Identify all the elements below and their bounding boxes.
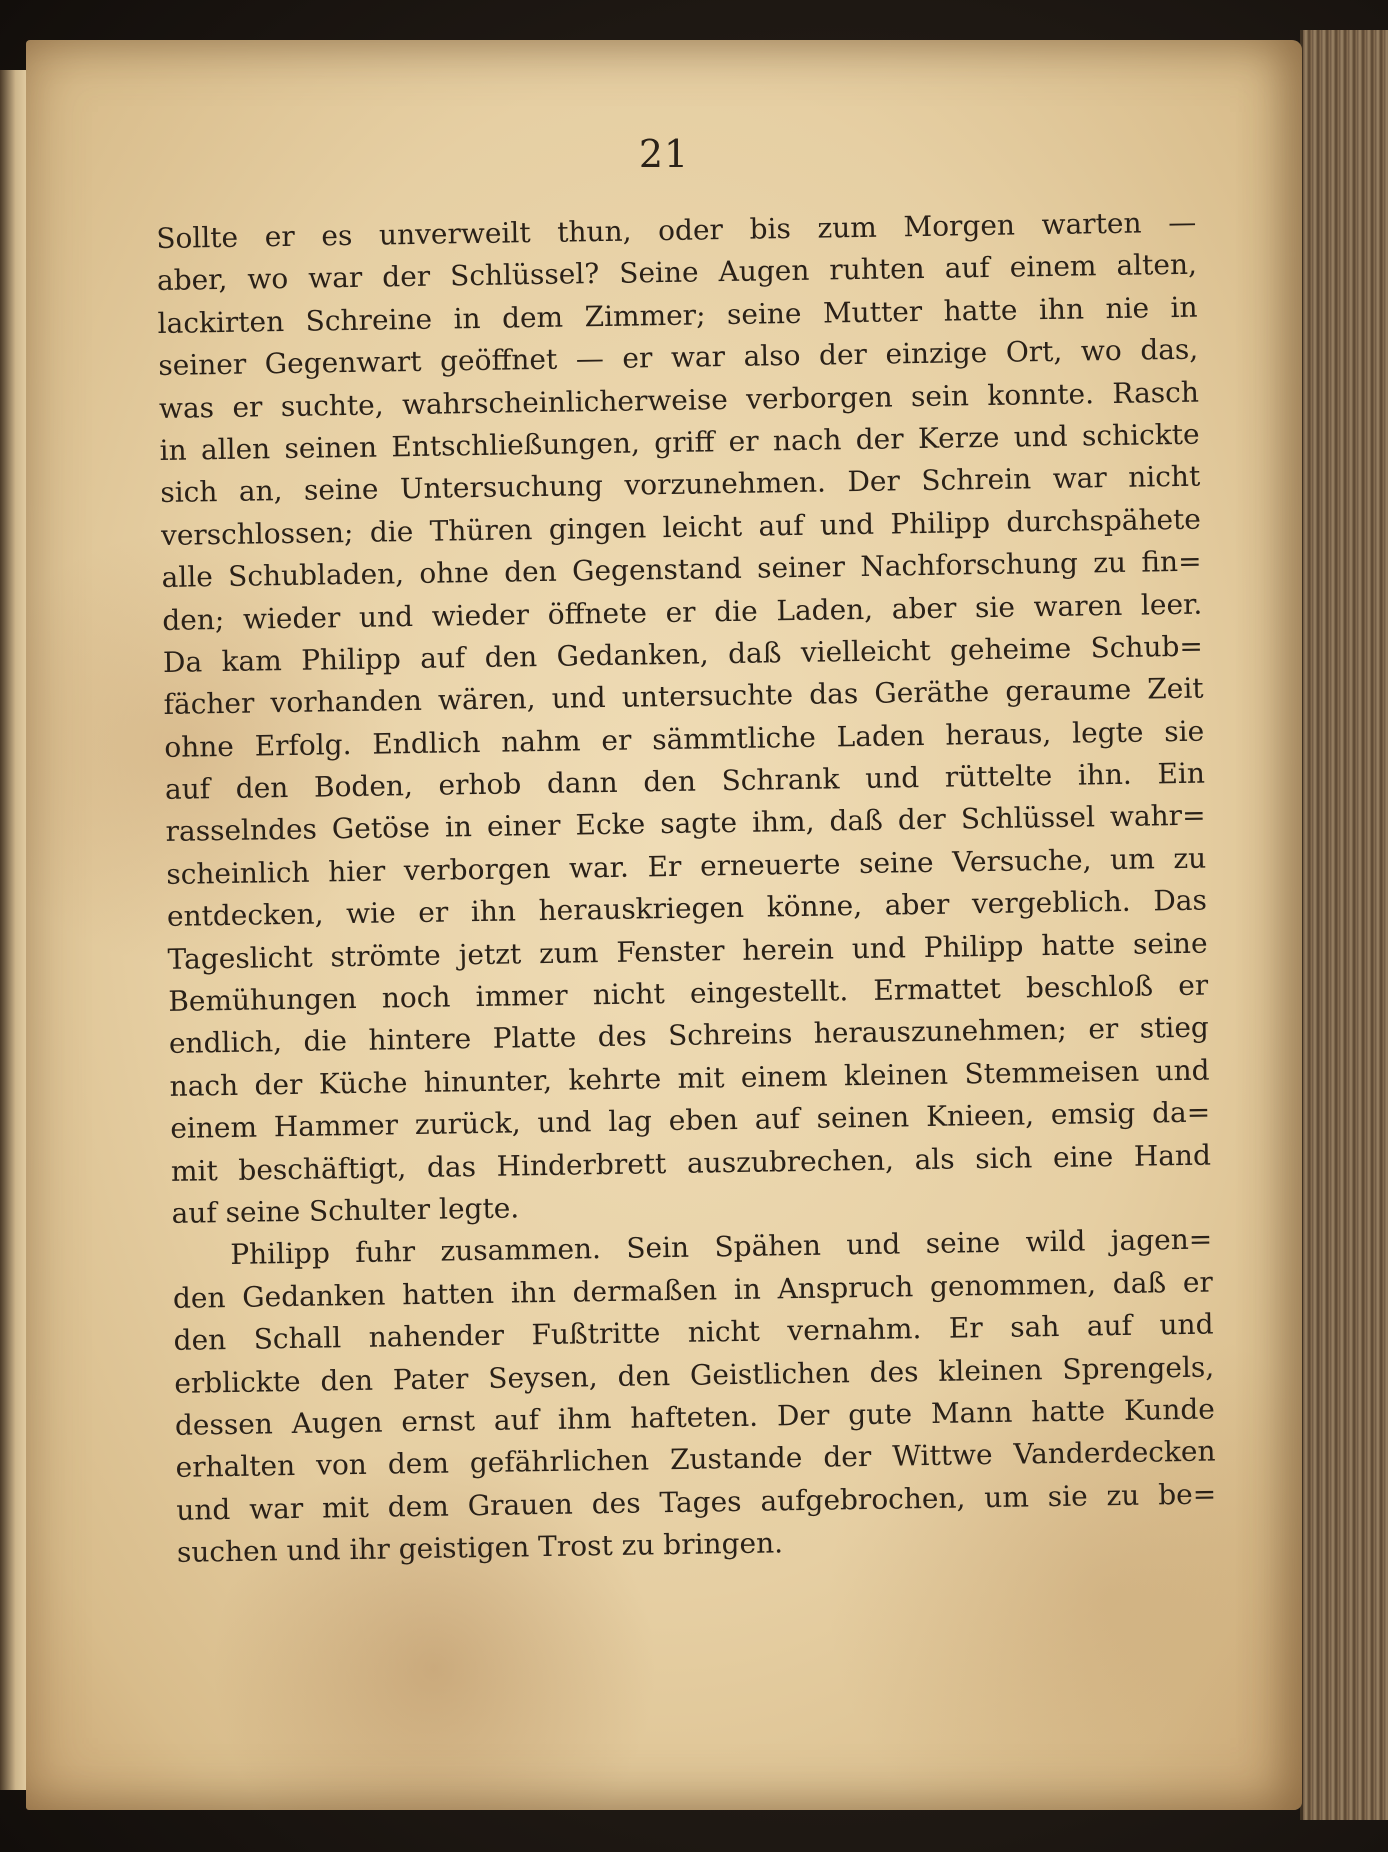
text-line: verschlossen; die Thüren gingen leicht auf und Philipp durchspähete — [160, 502, 1202, 552]
text-line: entdecken, wie er ihn herauskriegen könne, aber vergeblich. Das — [166, 883, 1208, 934]
text-line: auf seine Schulter legte. — [171, 1191, 520, 1230]
text-line: endlich, die hintere Platte des Schreins herauszunehmen; er stieg — [168, 1010, 1210, 1061]
text-line: den Schall nahender Fußtritte nicht vernahm. Er sah auf und — [173, 1307, 1214, 1358]
text-line: sich an, seine Untersuchung vorzunehmen. Der Schrein war nicht — [160, 459, 1201, 510]
text-line: einem Hammer zurück, und lag eben auf seinen Knieen, emsig da= — [170, 1095, 1211, 1146]
text-line: seiner Gegenwart geöffnet — er war also der einzige Ort, wo das, — [158, 332, 1199, 383]
text-line: suchen und ihr geistigen Trost zu bringen. — [176, 1526, 784, 1569]
text-line: mit beschäftigt, das Hinderbrett auszubrechen, als sich eine Hand — [170, 1138, 1212, 1188]
text-line: scheinlich hier verborgen war. Er erneuerte seine Versuche, um zu — [166, 841, 1207, 891]
text-line: lackirten Schreine in dem Zimmer; seine Mutter hatte ihn nie in — [157, 290, 1198, 340]
text-line: erblickte den Pater Seysen, den Geistlichen des kleinen Sprengels, — [174, 1350, 1215, 1400]
facing-page-edge — [0, 70, 28, 1790]
page-number: 21 — [638, 132, 690, 176]
body-text — [156, 202, 1217, 1575]
text-line: fächer vorhanden wären, und untersuchte das Geräthe geraume Zeit — [163, 671, 1204, 722]
text-line: alle Schubladen, ohne den Gegenstand seiner Nachforschung zu fin= — [161, 544, 1202, 595]
text-line: ohne Erfolg. Endlich nahm er sämmtliche Laden heraus, legte sie — [164, 714, 1205, 764]
text-line: nach der Küche hinunter, kehrte mit einem kleinen Stemmeisen und — [169, 1053, 1210, 1103]
text-line: den Gedanken hatten ihn dermaßen in Anspruch genommen, daß er — [172, 1265, 1214, 1315]
text-line: und war mit dem Grauen des Tages aufgebrochen, um sie zu be= — [176, 1477, 1217, 1527]
text-line: was er suchte, wahrscheinlicherweise verborgen sein konnte. Rasch — [158, 375, 1200, 425]
text-line: in allen seinen Entschließungen, griff er nach der Kerze und schickte — [159, 417, 1200, 467]
book-page — [26, 40, 1302, 1810]
text-line: erhalten von dem gefährlichen Zustande der Wittwe Vanderdecken — [175, 1434, 1216, 1485]
text-line: Philipp fuhr zusammen. Sein Spähen und seine wild jagen= — [230, 1222, 1213, 1272]
text-line: Sollte er es unverweilt thun, oder bis zum Morgen warten — — [156, 205, 1197, 255]
book-fore-edge — [1300, 30, 1388, 1820]
text-line: den; wieder und wieder öffnete er die Laden, aber sie waren leer. — [162, 587, 1203, 637]
text-line: dessen Augen ernst auf ihm hafteten. Der gute Mann hatte Kunde — [174, 1392, 1216, 1442]
paragraph — [156, 202, 1212, 1236]
text-line: Bemühungen noch immer nicht eingestellt. Ermattet beschloß er — [168, 968, 1209, 1018]
paragraph — [172, 1219, 1217, 1574]
text-line: Da kam Philipp auf den Gedanken, daß vielleicht geheime Schub= — [162, 629, 1204, 679]
text-line: auf den Boden, erhob dann den Schrank und rüttelte ihn. Ein — [164, 756, 1206, 807]
text-line: rasselndes Getöse in einer Ecke sagte ihm, daß der Schlüssel wahr= — [165, 799, 1206, 849]
text-line: Tageslicht strömte jetzt zum Fenster herein und Philipp hatte seine — [167, 926, 1208, 976]
text-line: aber, wo war der Schlüssel? Seine Augen ruhten auf einem alten, — [156, 248, 1198, 298]
